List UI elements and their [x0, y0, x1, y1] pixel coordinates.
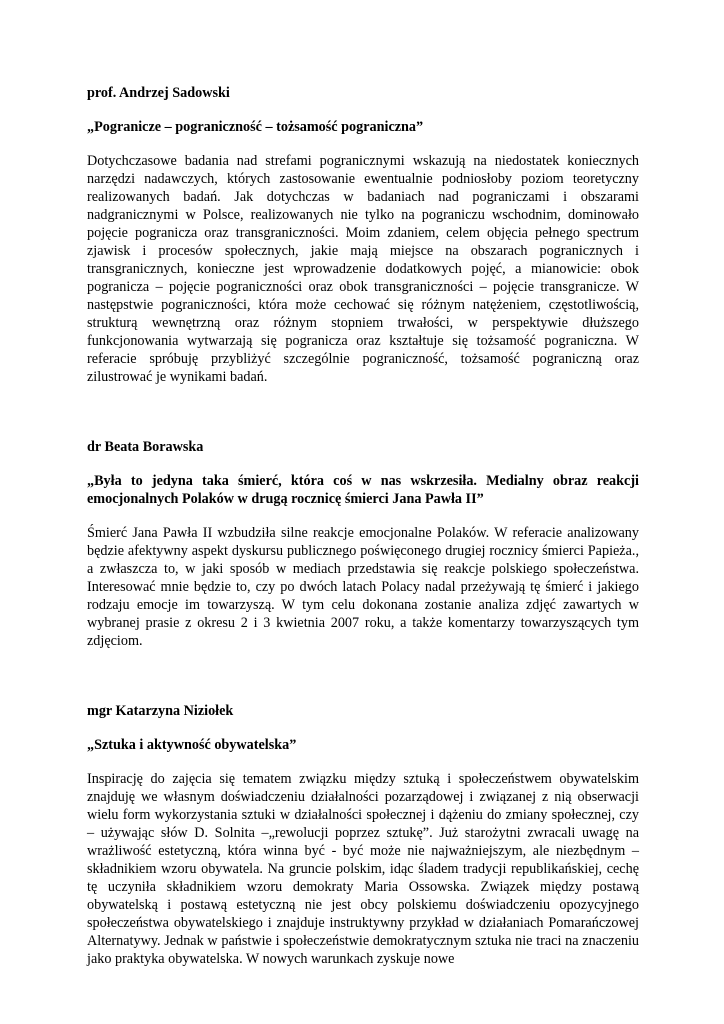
abstract-section-2 [87, 438, 639, 650]
abstract-text: Dotychczasowe badania nad strefami pogranicznymi wskazują na niedostatek koniecznych narzędzi nadawczych, których zastosowanie ewentualnie podniosłoby poziom teoretyczny realizowanych badań. Jak dotychczas w badaniach nad pograniczami i obszarami nadgranicznymi w Polsce, realizowanych nie tylko na pograniczu wschodnim, dominowało pojęcie pogranicza oraz transgraniczności. Moim zdaniem, celem objęcia pełnego spectrum zjawisk i procesów społecznych, jakie mają miejsce na obszarach pogranicznych i transgranicznych, konieczne jest wprowadzenie dodatkowych pojęć, a mianowicie: obok pogranicza – pojęcie pograniczności oraz obok transgraniczności – pojęcie transgranicze. W następstwie pograniczności, która może cechować się różnym natężeniem, częstotliwością, strukturą wewnętrzną oraz różnym stopniem trwałości, w perspektywie dłuższego funkcjonowania wytwarzają się pogranicza oraz kształtuje się tożsamość pograniczna. W referacie spróbuję przybliżyć szczególnie pograniczność, tożsamość pograniczną oraz zilustrować je wynikami badań. [87, 153, 639, 385]
paper-title: „Sztuka i aktywność obywatelska” [87, 737, 297, 753]
paper-title: „Była to jedyna taka śmierć, która coś w nas wskrzesiła. Medialny obraz reakcji emocjonalnych Polaków w drugą rocznicę śmierci Jana Pawła II” [87, 473, 639, 507]
abstract-text: Inspirację do zajęcia się tematem związku między sztuką i społeczeństwem obywatelskim znajduję we własnym doświadczeniu działalności pozarządowej i związanej z nią obserwacji wielu form wykorzystania sztuki w działalności społecznej i dążeniu do zmiany społecznej, czy – używając słów D. Solnita –„rewolucji poprzez sztukę”. Już starożytni zwracali uwagę na wrażliwość estetyczną, która winna być - być może nie najważniejszym, ale niezbędnym – składnikiem wzoru obywatela. Na gruncie polskim, idąc śladem tradycji republikańskiej, cechę tę uczyniła składnikiem wzoru demokraty Maria Ossowska. Związek między postawą obywatelską i postawą estetyczną nie jest obcy polskiemu doświadczeniu opozycyjnego społeczeństwa obywatelskiego i znajduje instruktywny przykład w działaniach Pomarańczowej Alternatywy. Jednak w państwie i społeczeństwie demokratycznym sztuka nie traci na znaczeniu jako praktyka obywatelska. W nowych warunkach zyskuje nowe [87, 771, 639, 967]
abstract-text: Śmierć Jana Pawła II wzbudziła silne reakcje emocjonalne Polaków. W referacie analizowany będzie afektywny aspekt dyskursu publicznego poświęconego drugiej rocznicy śmierci Papieża., a zwłaszcza to, w jaki sposób w mediach przedstawia się reakcje polskiego społeczeństwa. Interesować mnie będzie to, czy po dwóch latach Polacy nadal przeżywają tę śmierć i jakiego rodzaju emocje im towarzyszą. W tym celu dokonana zostanie analiza zdjęć zawartych w wybranej prasie z okresu 2 i 3 kwietnia 2007 roku, a także komentarzy towarzyszących tym zdjęciom. [87, 525, 639, 649]
abstract-section-3 [87, 702, 639, 968]
author-name: mgr Katarzyna Niziołek [87, 703, 234, 719]
abstract-section-1 [87, 84, 639, 386]
paper-title: „Pogranicze – pograniczność – tożsamość pograniczna” [87, 119, 424, 135]
author-name: prof. Andrzej Sadowski [87, 85, 230, 101]
author-name: dr Beata Borawska [87, 439, 204, 455]
document-page [87, 84, 639, 968]
